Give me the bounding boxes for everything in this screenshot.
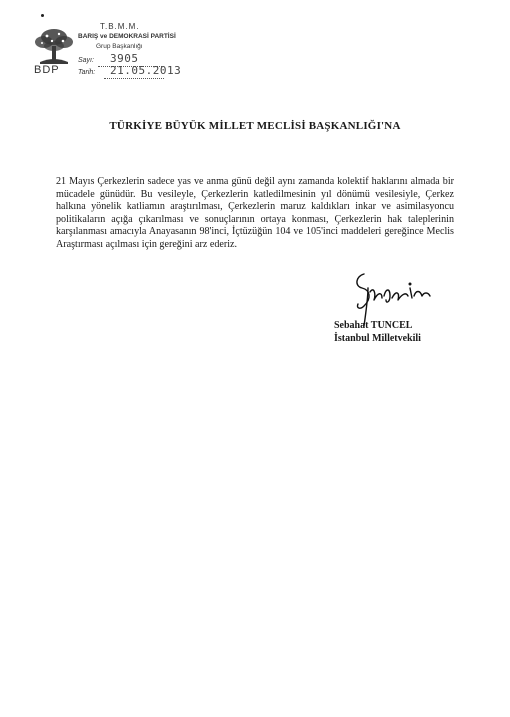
signer-block xyxy=(334,320,421,345)
number-label: Sayı: xyxy=(78,57,94,64)
corner-mark xyxy=(41,14,44,17)
tree-logo-icon xyxy=(32,26,76,68)
document-heading: TÜRKİYE BÜYÜK MİLLET MECLİSİ BAŞKANLIĞI'NA xyxy=(109,120,401,132)
signer-name: Sebahat TUNCEL xyxy=(334,320,413,331)
date-dotted-line xyxy=(104,78,164,79)
body-paragraph: 21 Mayıs Çerkezlerin sadece yas ve anma günü değil aynı zamanda kolektif haklarını almada bir mücadele günüdür. Bu vesileyle, Çerkezlerin katledilmesinin yıl dönümü vesilesiyle, Çerkez halkına yönelik katliamın araştırılması, Çerkezlerin maruz kaldıkları inkar ve asimilasyoncu politikaların açığa çıkarılması ve sonuçlarının ortaya konması, Çerkezlerin hak taleplerinin karşılanması amacıyla Anayasanın 98'inci, İçtüzüğün 104 ve 105'inci maddeleri gereğince Meclis Araştırması açılması için gereğini arz ederiz. xyxy=(56,176,454,250)
party-abbreviation: BDP xyxy=(34,64,60,76)
department-name: Grup Başkanlığı xyxy=(96,43,143,50)
signer-title: İstanbul Milletvekili xyxy=(334,332,421,344)
institution-name: T.B.M.M. xyxy=(100,22,140,31)
date-value: 21.05.2013 xyxy=(110,64,182,77)
date-label: Tarih: xyxy=(78,69,96,76)
document-body xyxy=(56,176,454,251)
party-name: BARIŞ ve DEMOKRASİ PARTİSİ xyxy=(78,33,176,40)
number-value: 3905 xyxy=(110,52,139,65)
